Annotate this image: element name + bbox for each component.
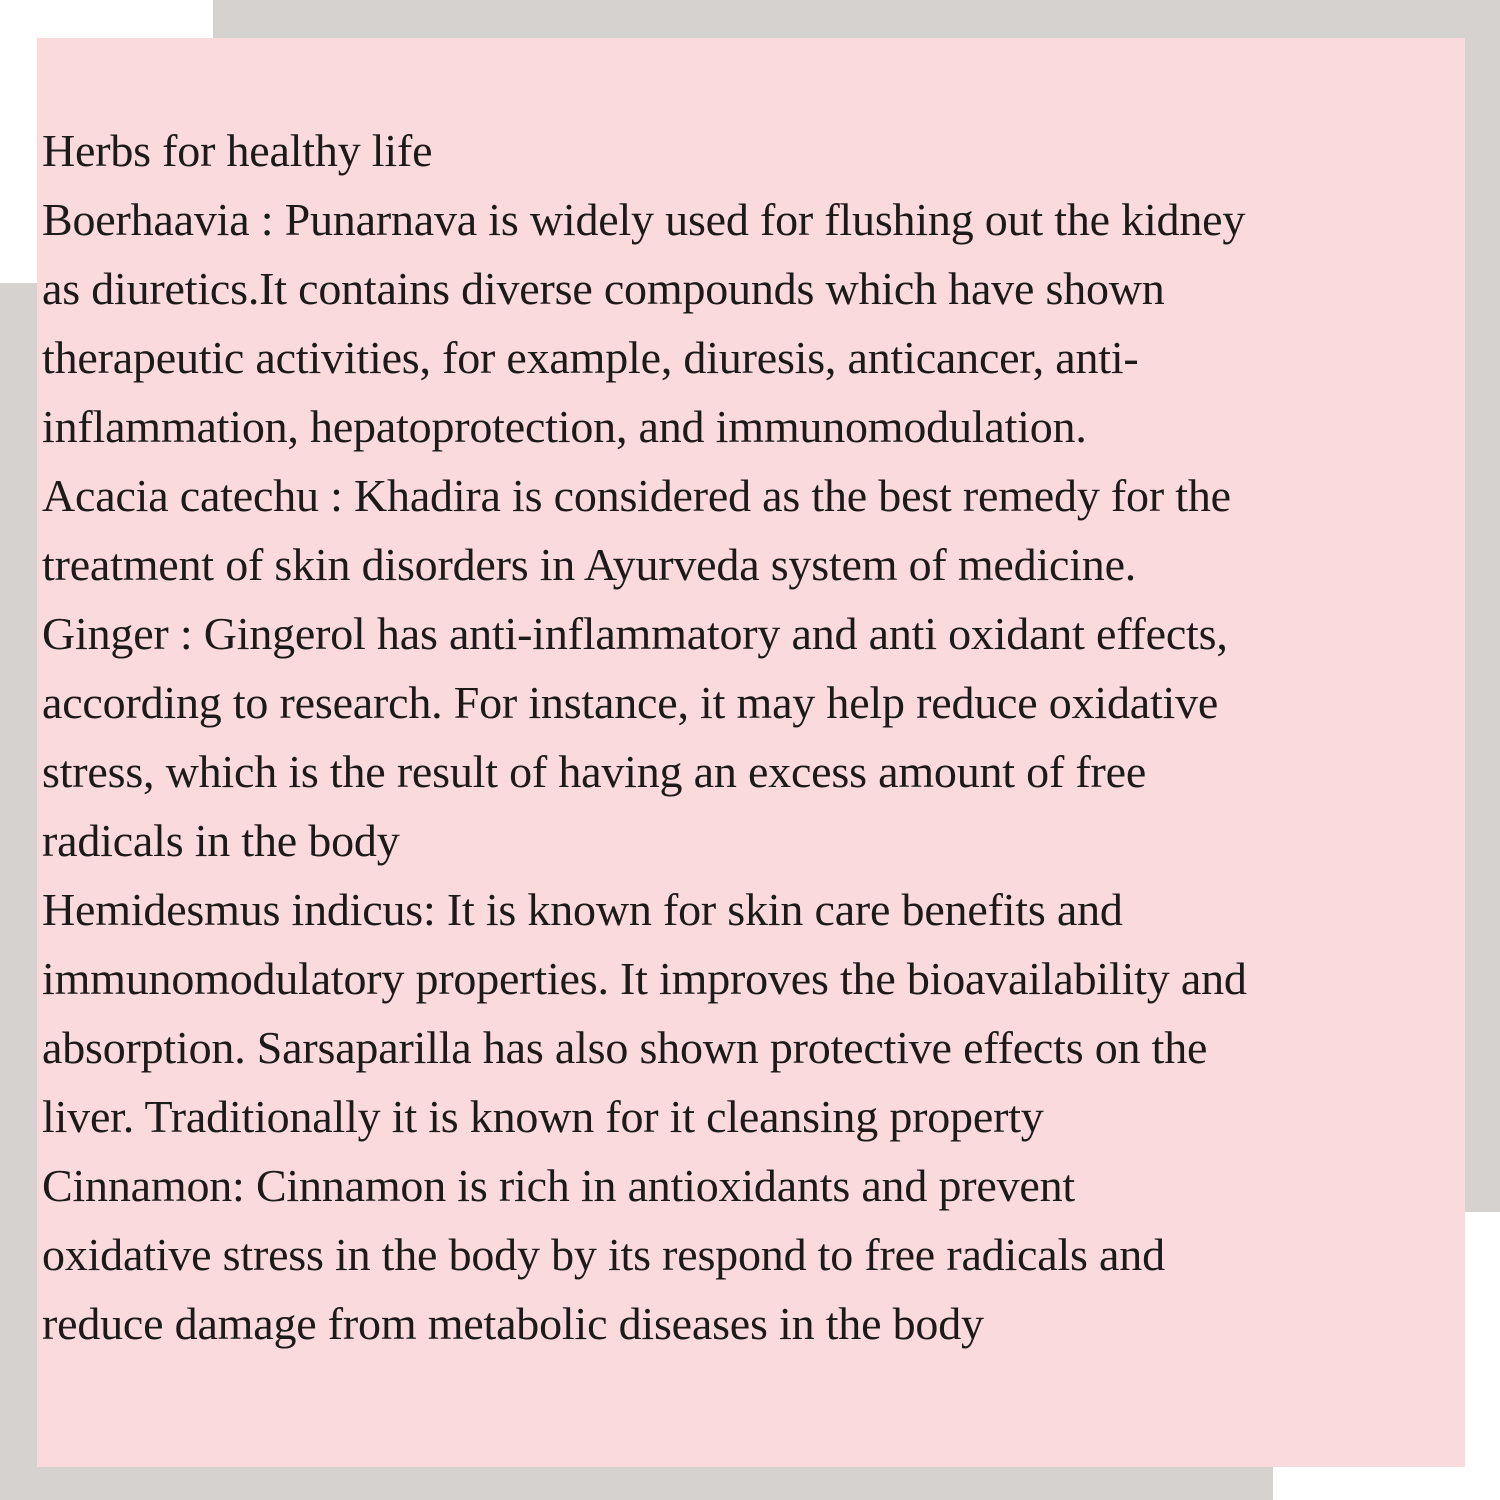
herbs-text-block bbox=[42, 116, 1462, 1358]
text-line: treatment of skin disorders in Ayurveda system of medicine. bbox=[42, 539, 1137, 590]
paragraph-boerhaavia bbox=[42, 185, 1462, 461]
paragraph-title bbox=[42, 116, 1462, 185]
text-line: reduce damage from metabolic diseases in the body bbox=[42, 1298, 984, 1349]
text-line: according to research. For instance, it may help reduce oxidative bbox=[42, 677, 1219, 728]
text-line: Cinnamon: Cinnamon is rich in antioxidants and prevent bbox=[42, 1160, 1075, 1211]
text-line: liver. Traditionally it is known for it cleansing property bbox=[42, 1091, 1044, 1142]
text-line: Hemidesmus indicus: It is known for skin care benefits and bbox=[42, 884, 1123, 935]
paragraph-cinnamon bbox=[42, 1151, 1462, 1358]
text-line: oxidative stress in the body by its respond to free radicals and bbox=[42, 1229, 1165, 1280]
text-line: absorption. Sarsaparilla has also shown protective effects on the bbox=[42, 1022, 1208, 1073]
paragraph-hemidesmus-indicus bbox=[42, 875, 1462, 1151]
paragraph-ginger bbox=[42, 599, 1462, 875]
text-line: Herbs for healthy life bbox=[42, 125, 433, 176]
text-line: immunomodulatory properties. It improves the bioavailability and bbox=[42, 953, 1247, 1004]
text-line: therapeutic activities, for example, diuresis, anticancer, anti- bbox=[42, 332, 1139, 383]
text-line: Boerhaavia : Punarnava is widely used for flushing out the kidney bbox=[42, 194, 1246, 245]
paragraph-acacia-catechu bbox=[42, 461, 1462, 599]
text-line: Ginger : Gingerol has anti-inflammatory and anti oxidant effects, bbox=[42, 608, 1228, 659]
text-line: Acacia catechu : Khadira is considered as the best remedy for the bbox=[42, 470, 1231, 521]
text-line: as diuretics.It contains diverse compounds which have shown bbox=[42, 263, 1165, 314]
pink-text-card bbox=[37, 38, 1465, 1467]
text-line: stress, which is the result of having an excess amount of free bbox=[42, 746, 1147, 797]
text-line: inflammation, hepatoprotection, and immunomodulation. bbox=[42, 401, 1087, 452]
text-line: radicals in the body bbox=[42, 815, 400, 866]
